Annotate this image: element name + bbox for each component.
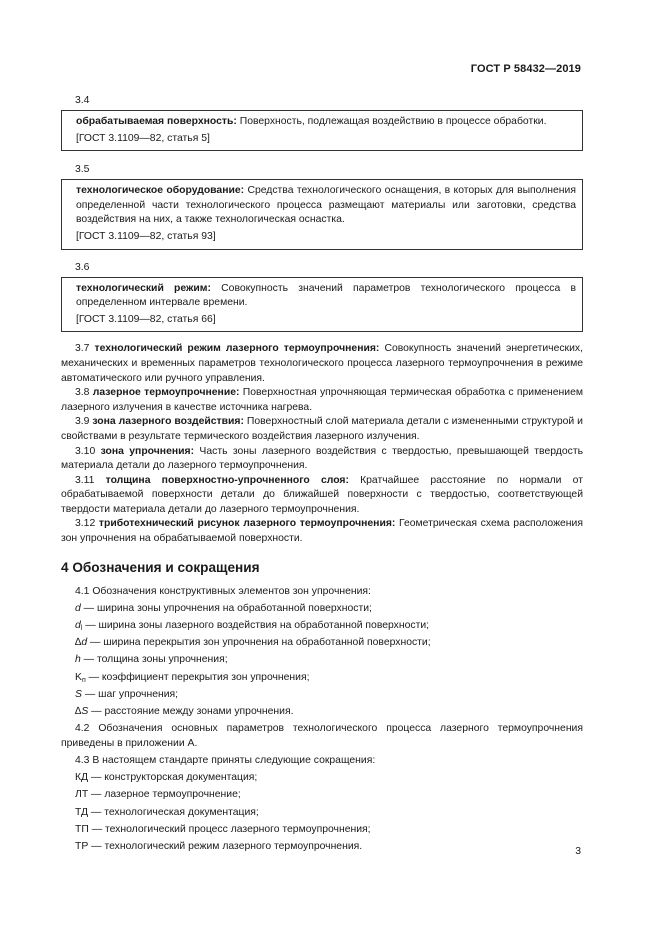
symbol-item: S — шаг упрочнения; — [75, 688, 179, 700]
term-definition: Совокупность значений параметров технологического процесса в определенном интервале времени. — [76, 282, 576, 309]
symbol-item: $K_п$ — коэффициент перекрытия зон упрочнения; — [75, 671, 310, 684]
clause-4-3: 4.3 В настоящем стандарте приняты следующие сокращения: — [75, 754, 376, 766]
term-paragraph — [61, 517, 583, 546]
term-paragraph — [61, 342, 583, 386]
term-source: [ГОСТ 3.1109—82, статья 5] — [76, 132, 210, 144]
term-text — [76, 184, 576, 228]
page-number: 3 — [575, 846, 581, 857]
term-source: [ГОСТ 3.1109—82, статья 93] — [76, 230, 216, 242]
term-definition: Поверхностный слой материала детали с измененными структурой и свойствами в результате термического воздействия лазерного излучения. — [61, 416, 583, 442]
term-name: лазерное термоупрочнение: — [92, 387, 240, 399]
abbreviation-item: ТР — технологический режим лазерного термоупрочнения. — [75, 840, 363, 852]
term-text — [76, 282, 576, 311]
term-name: зона лазерного воздействия: — [92, 416, 244, 428]
symbol-item: h — толщина зоны упрочнения; — [75, 654, 228, 666]
term-definition: Кратчайшее расстояние по нормали от обрабатываемой поверхности детали до ближайшей поверхности с твердостью, соответствующей твердости материала детали до лазерного термоупрочнения. — [61, 474, 583, 515]
term-definition: Средства технологического оснащения, в которых для выполнения определенной части технологического процесса размещают материалы или заготовки, средства воздействия на них, а также технологическая оснастка. — [76, 185, 576, 226]
term-number: 3.12 — [75, 518, 99, 530]
term-definition: Геометрическая схема расположения зон упрочнения на обрабатываемой поверхности. — [61, 518, 583, 545]
section-heading: 4 Обозначения и сокращения — [61, 559, 260, 575]
term-definition: Часть зоны лазерного воздействия с твердостью, превышающей твердость материала детали до лазерного термоупрочнения. — [61, 445, 583, 472]
term-definition: Поверхность, подлежащая воздействию в процессе обработки. — [236, 116, 547, 127]
term-name: технологический режим: — [76, 282, 211, 294]
term-name: обрабатываемая поверхность: — [76, 116, 237, 127]
abbreviation-item: ТП — технологический процесс лазерного термоупрочнения; — [75, 823, 371, 835]
abbreviation-item: ТД — технологическая документация; — [75, 806, 259, 818]
term-paragraph — [61, 415, 583, 444]
symbol-item: d — ширина зоны упрочнения на обработанной поверхности; — [75, 602, 372, 614]
document-code: ГОСТ Р 58432—2019 — [470, 63, 581, 75]
term-box-3-4 — [61, 110, 583, 151]
section-4-body — [61, 585, 583, 855]
term-name: технологический режим лазерного термоупрочнения: — [94, 343, 380, 355]
abbreviation-item: ЛТ — лазерное термоупрочнение; — [75, 789, 241, 801]
term-paragraph — [61, 474, 583, 518]
term-definition: Совокупность значений энергетических, механических и временных параметров технологического процесса лазерного термоупрочнения в режиме автоматического или ручного управления. — [61, 343, 583, 384]
term-paragraph — [61, 386, 583, 415]
term-name: технологическое оборудование: — [76, 185, 245, 197]
term-name: триботехнический рисунок лазерного термоупрочнения: — [98, 518, 396, 530]
term-box-3-5 — [61, 179, 583, 249]
term-list — [61, 342, 583, 546]
term-number: 3.10 — [75, 445, 101, 457]
term-definition: Поверхностная упрочняющая термическая обработка с применением лазерного излучения в качестве источника нагрева. — [61, 387, 583, 413]
term-number: 3.8 — [75, 387, 93, 399]
page-body — [61, 94, 583, 857]
term-number: 3.11 — [75, 474, 106, 486]
abbreviation-item: КД — конструкторская документация; — [75, 772, 258, 784]
symbol-item: $d_l$ — ширина зоны лазерного воздействия на обработанной поверхности; — [75, 620, 430, 633]
term-number: 3.7 — [75, 343, 95, 355]
clause-4-1: 4.1 Обозначения конструктивных элементов зон упрочнения: — [75, 585, 371, 597]
term-name: толщина поверхностно-упрочненного слоя: — [105, 474, 349, 486]
symbol-item: ∆d — ширина перекрытия зон упрочнения на обработанной поверхности; — [75, 637, 431, 649]
term-text — [76, 115, 576, 130]
term-number: 3.4 — [75, 95, 90, 106]
term-box-3-6 — [61, 277, 583, 333]
symbol-item: ∆S — расстояние между зонами упрочнения. — [75, 705, 294, 717]
clause-4-2: 4.2 Обозначения основных параметров технологического процесса лазерного термоупрочнения приведены в приложении А. — [61, 723, 583, 749]
term-name: зона упрочнения: — [100, 445, 195, 457]
term-number: 3.6 — [75, 261, 90, 273]
term-number: 3.5 — [75, 164, 90, 176]
term-source: [ГОСТ 3.1109—82, статья 66] — [76, 313, 216, 325]
term-paragraph — [61, 445, 583, 474]
term-number: 3.9 — [75, 416, 93, 428]
